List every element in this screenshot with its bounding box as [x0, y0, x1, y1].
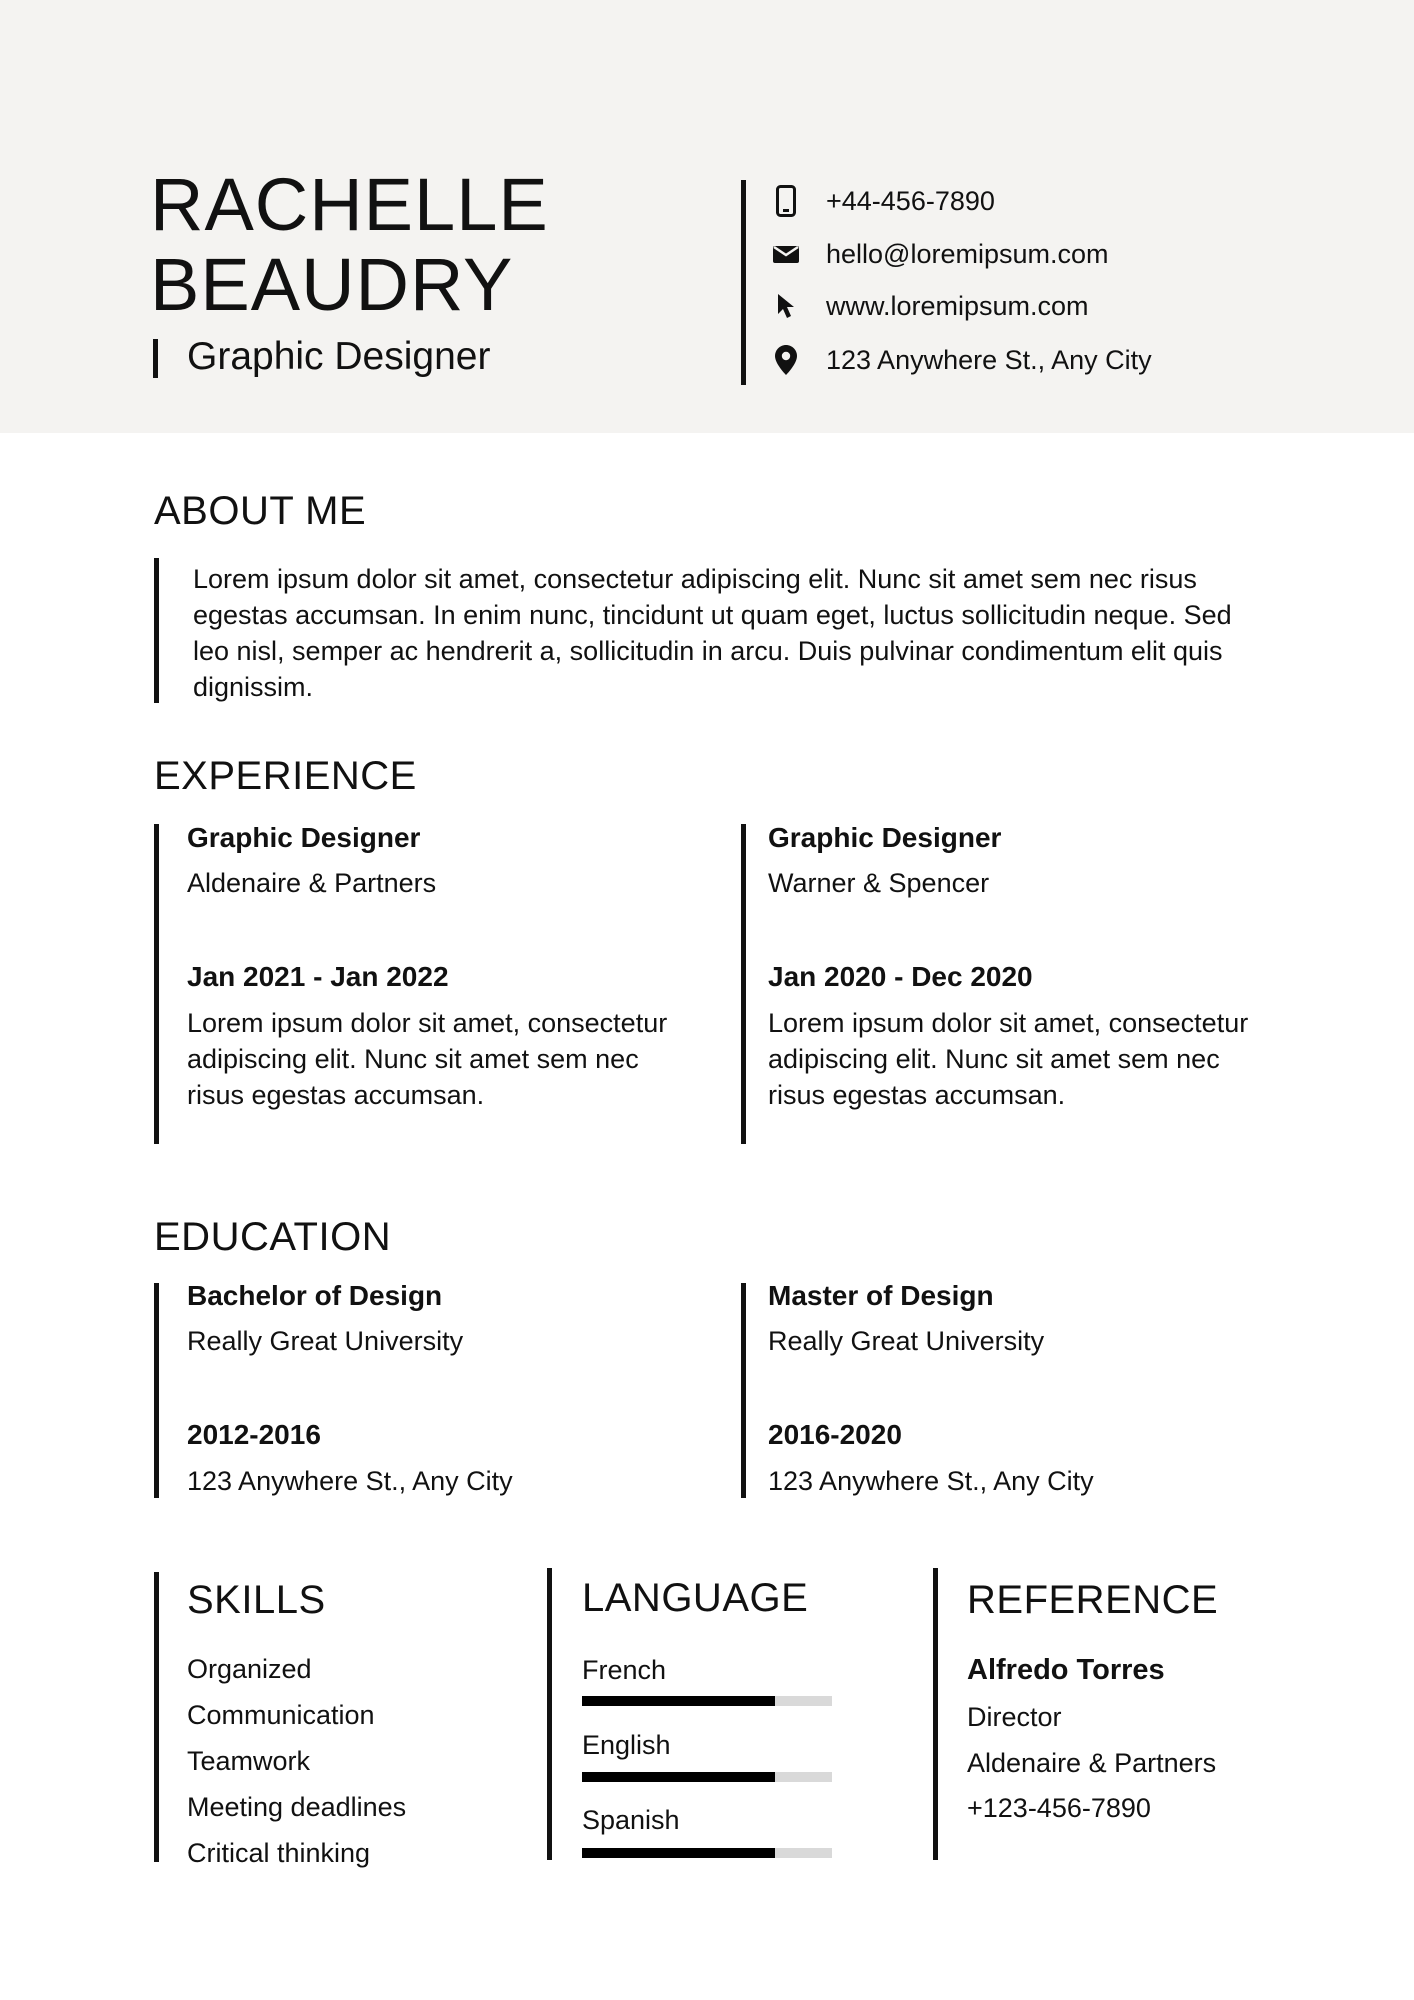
contact-address-text: 123 Anywhere St., Any City — [826, 344, 1152, 375]
mail-icon — [772, 238, 800, 270]
language-title: LANGUAGE — [582, 1576, 809, 1620]
location-pin-icon — [772, 344, 800, 376]
education-title: EDUCATION — [154, 1215, 392, 1259]
experience-bar-2 — [741, 824, 746, 1144]
experience-1-dates: Jan 2021 - Jan 2022 — [187, 961, 449, 992]
contact-divider — [741, 180, 746, 385]
skills-list — [187, 1646, 406, 1876]
about-bar — [154, 558, 159, 703]
reference-phone: +123-456-7890 — [967, 1793, 1151, 1823]
language-3-fill — [582, 1848, 775, 1858]
skill-item: Critical thinking — [187, 1838, 371, 1868]
education-1-address: 123 Anywhere St., Any City — [187, 1466, 513, 1496]
role-accent-bar — [153, 339, 158, 378]
language-1-name: French — [582, 1655, 667, 1685]
language-1-track — [582, 1696, 832, 1706]
education-bar-1 — [154, 1283, 159, 1498]
about-text: Lorem ipsum dolor sit amet, consectetur adipiscing elit. Nunc sit amet sem nec risus egestas accumsan. In enim nunc, tincidunt ut quam eget, luctus sollicitudin neque. Sed leo nisl, semper ac hendrerit a, sollicitudin in arcu. Duis pulvinar condimentum elit quis dignissim. — [193, 564, 1232, 702]
skills-bar — [154, 1572, 159, 1862]
phone-icon — [772, 185, 800, 217]
language-2-track — [582, 1772, 832, 1782]
reference-bar — [933, 1568, 938, 1860]
skill-item: Teamwork — [187, 1746, 311, 1776]
experience-title: EXPERIENCE — [154, 754, 417, 798]
education-bar-2 — [741, 1283, 746, 1498]
experience-2-dates: Jan 2020 - Dec 2020 — [768, 961, 1033, 992]
experience-bar-1 — [154, 824, 159, 1144]
education-1-degree: Bachelor of Design — [187, 1280, 443, 1311]
experience-1-role: Graphic Designer — [187, 822, 421, 853]
contact-website — [772, 286, 1089, 326]
education-2-degree: Master of Design — [768, 1280, 994, 1311]
full-name — [150, 165, 549, 325]
contact-address — [772, 340, 1152, 380]
job-title: Graphic Designer — [187, 335, 491, 378]
contact-email-text: hello@loremipsum.com — [826, 238, 1109, 269]
first-name: RACHELLE — [150, 163, 549, 246]
cursor-icon — [772, 290, 800, 322]
reference-company: Aldenaire & Partners — [967, 1748, 1217, 1778]
language-2-fill — [582, 1772, 775, 1782]
about-title: ABOUT ME — [154, 489, 367, 533]
language-2-name: English — [582, 1730, 671, 1760]
contact-website-text: www.loremipsum.com — [826, 290, 1089, 321]
skill-item: Communication — [187, 1700, 375, 1730]
reference-title: REFERENCE — [967, 1578, 1219, 1622]
experience-2-company: Warner & Spencer — [768, 868, 990, 898]
contact-email — [772, 234, 1109, 274]
education-2-address: 123 Anywhere St., Any City — [768, 1466, 1094, 1496]
last-name: BEAUDRY — [150, 243, 514, 326]
experience-1-description: Lorem ipsum dolor sit amet, consectetur adipiscing elit. Nunc sit amet sem nec risus egestas accumsan. — [187, 1008, 668, 1110]
education-1-years: 2012-2016 — [187, 1419, 321, 1450]
reference-position: Director — [967, 1702, 1062, 1732]
skill-item: Organized — [187, 1654, 312, 1684]
experience-2-role: Graphic Designer — [768, 822, 1002, 853]
language-3-track — [582, 1848, 832, 1858]
language-bar — [547, 1568, 552, 1860]
contact-phone-text: +44-456-7890 — [826, 185, 995, 216]
language-3-name: Spanish — [582, 1805, 680, 1835]
contact-phone — [772, 181, 995, 221]
skill-item: Meeting deadlines — [187, 1792, 407, 1822]
language-1-fill — [582, 1696, 775, 1706]
experience-1-company: Aldenaire & Partners — [187, 868, 437, 898]
education-2-school: Really Great University — [768, 1326, 1045, 1356]
education-1-school: Really Great University — [187, 1326, 464, 1356]
skills-title: SKILLS — [187, 1578, 326, 1622]
education-2-years: 2016-2020 — [768, 1419, 902, 1450]
reference-name: Alfredo Torres — [967, 1654, 1165, 1686]
experience-2-description: Lorem ipsum dolor sit amet, consectetur adipiscing elit. Nunc sit amet sem nec risus egestas accumsan. — [768, 1008, 1249, 1110]
